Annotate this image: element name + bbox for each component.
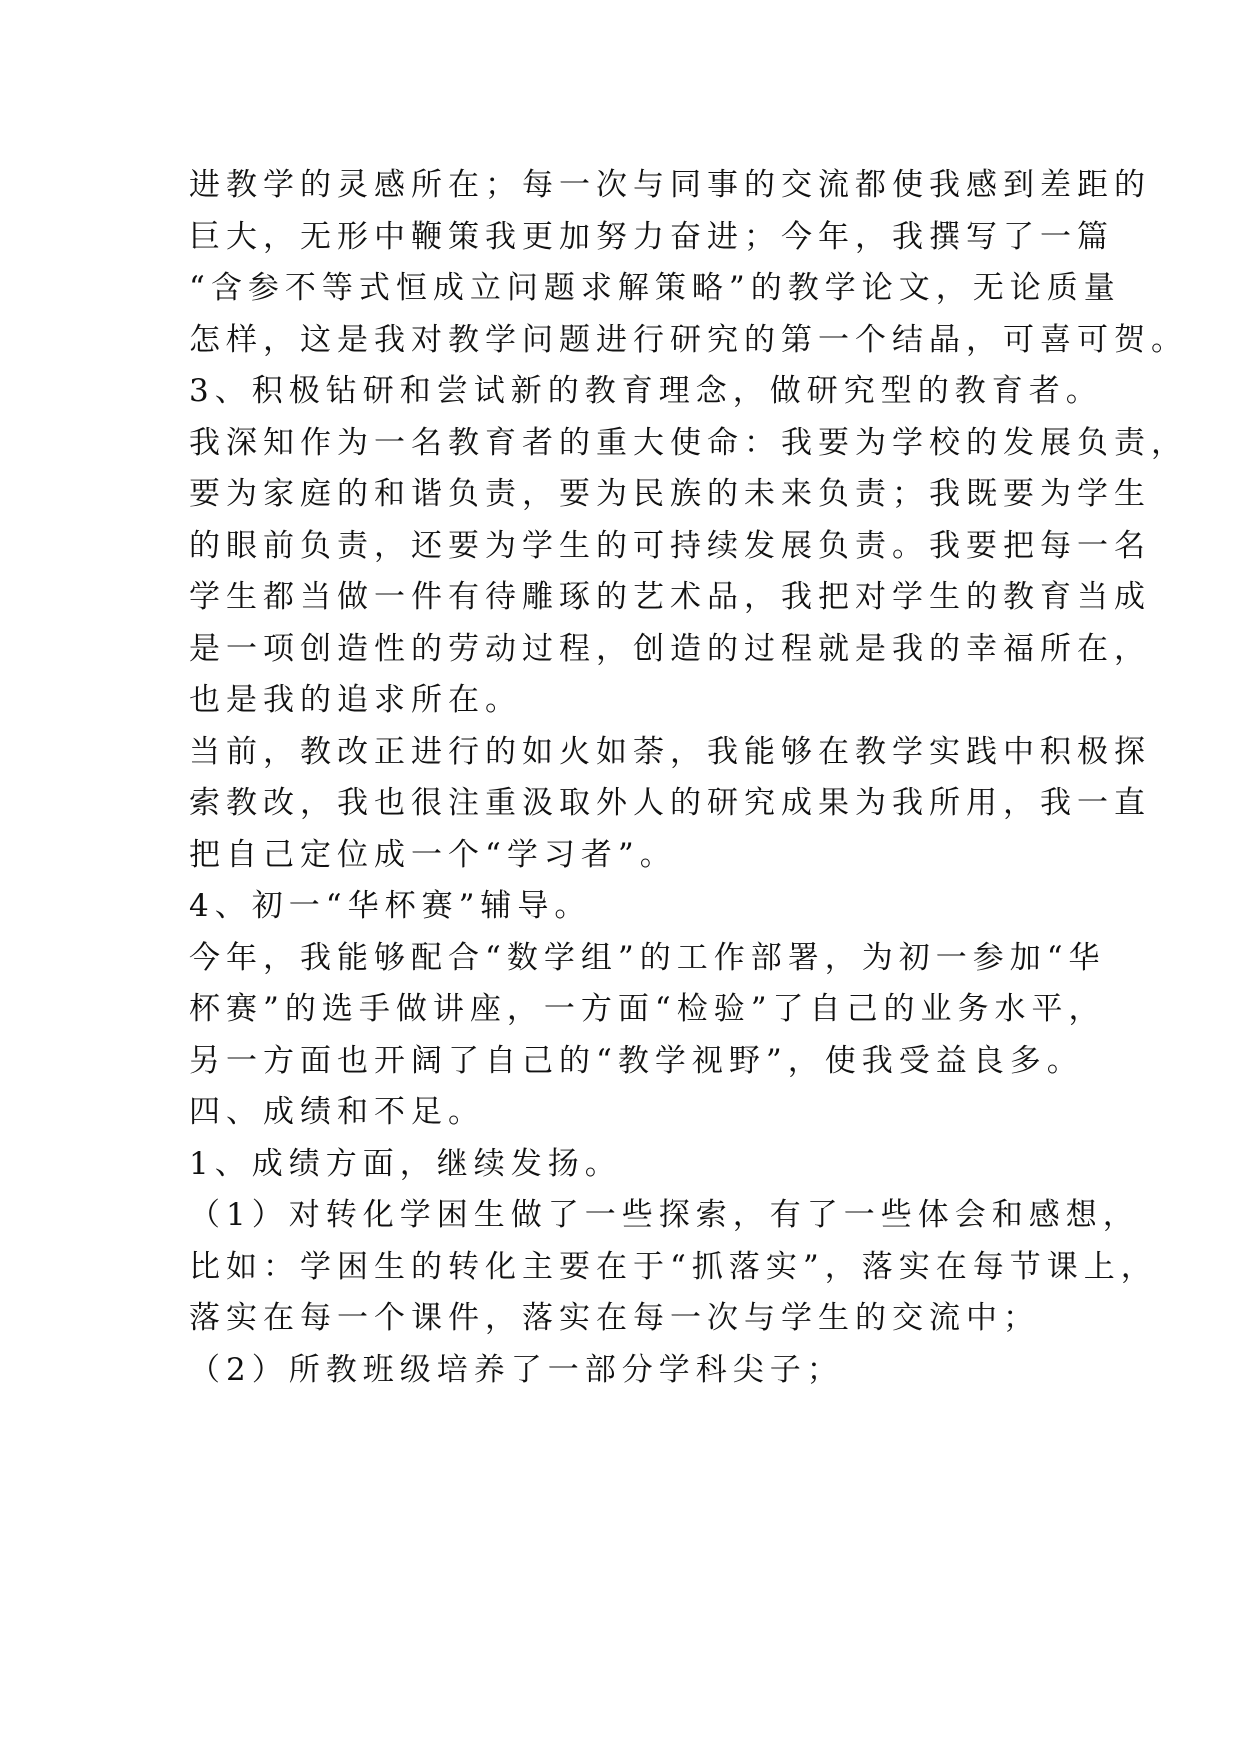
text-line: 杯赛”的选手做讲座，一方面“检验”了自己的业务水平， bbox=[189, 991, 1106, 1027]
section-heading: 1、成绩方面，继续发扬。 bbox=[189, 1145, 622, 1182]
text-line: 另一方面也开阔了自己的“教学视野”，使我受益良多。 bbox=[189, 1042, 1084, 1079]
text-line: 我深知作为一名教育者的重大使命：我要为学校的发展负责， bbox=[189, 424, 1188, 461]
section-heading: 四、成绩和不足。 bbox=[189, 1094, 485, 1130]
text-line: 进教学的灵感所在；每一次与同事的交流都使我感到差距的 bbox=[189, 167, 1151, 203]
document-body bbox=[189, 160, 1188, 1396]
text-line: （1）对转化学困生做了一些探索，有了一些体会和感想， bbox=[189, 1197, 1140, 1233]
text-line: 是一项创造性的劳动过程，创造的过程就是我的幸福所在， bbox=[189, 630, 1151, 667]
section-heading: 4、初一“华杯赛”辅导。 bbox=[189, 888, 592, 924]
text-line: 索教改，我也很注重汲取外人的研究成果为我所用，我一直 bbox=[189, 785, 1151, 821]
text-line: 的眼前负责，还要为学生的可持续发展负责。我要把每一名 bbox=[189, 527, 1151, 564]
text-line: 比如：学困生的转化主要在于“抓落实”，落实在每节课上， bbox=[189, 1248, 1158, 1285]
text-line: 要为家庭的和谐负责，要为民族的未来负责；我既要为学生 bbox=[189, 476, 1151, 512]
text-line: 学生都当做一件有待雕琢的艺术品，我把对学生的教育当成 bbox=[189, 579, 1151, 615]
text-line: 落实在每一个课件，落实在每一次与学生的交流中； bbox=[189, 1300, 1040, 1336]
text-line: “含参不等式恒成立问题求解策略”的教学论文，无论质量 bbox=[189, 270, 1121, 306]
text-line: 怎样，这是我对教学问题进行研究的第一个结晶，可喜可贺。 bbox=[189, 321, 1188, 358]
section-heading: 3、积极钻研和尝试新的教育理念，做研究型的教育者。 bbox=[189, 373, 1103, 409]
text-line: 把自己定位成一个“学习者”。 bbox=[189, 836, 677, 873]
text-line: 今年，我能够配合“数学组”的工作部署，为初一参加“华 bbox=[189, 939, 1106, 976]
text-line: （2）所教班级培养了一部分学科尖子； bbox=[189, 1351, 844, 1388]
text-line: 巨大，无形中鞭策我更加努力奋进；今年，我撰写了一篇 bbox=[189, 218, 1114, 255]
text-line: 当前，教改正进行的如火如荼，我能够在教学实践中积极探 bbox=[189, 733, 1151, 770]
text-line: 也是我的追求所在。 bbox=[189, 682, 522, 718]
